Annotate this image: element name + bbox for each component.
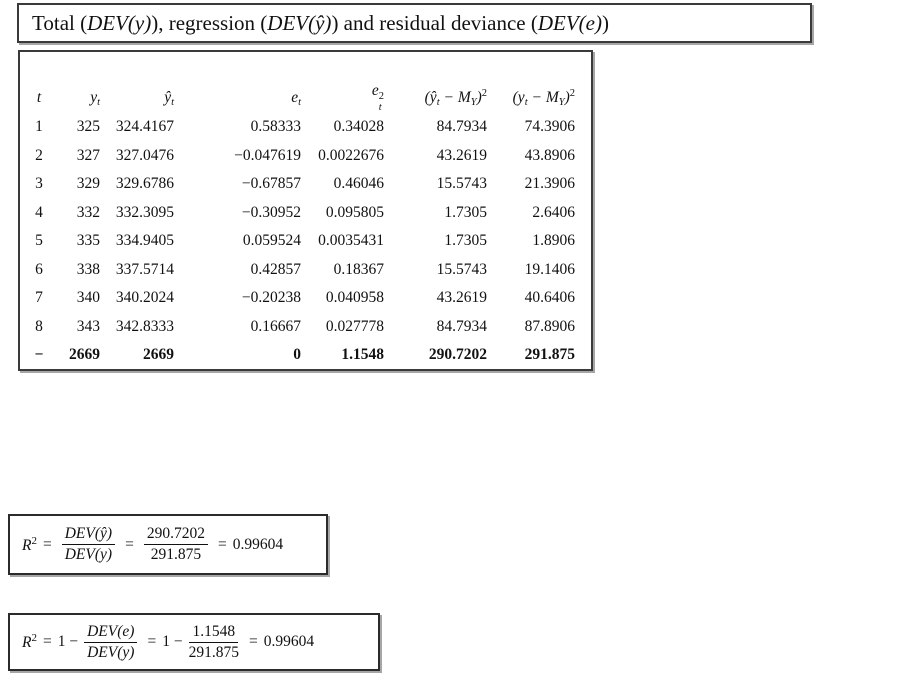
fraction-numerator: DEV(ŷ) — [62, 525, 115, 545]
equals-sign: = — [217, 535, 227, 553]
table-cell: −0.047619 — [234, 146, 301, 164]
table-cell: 21.3906 — [524, 175, 575, 193]
col-header-et: $e_t$ — [291, 88, 301, 108]
r2-result-value: 0.99604 — [232, 535, 284, 553]
table-cell: 43.8906 — [524, 146, 575, 164]
title-part: Total ( — [32, 10, 88, 35]
col-header-y-minus-mean-squared: $(y_t - M_Y)^2$ — [512, 87, 575, 108]
table-cell: 343 — [76, 317, 100, 335]
table-cell: 340.2024 — [115, 289, 174, 307]
table-body — [24, 113, 575, 370]
table-cell: 327 — [76, 146, 100, 164]
title-part: ) — [601, 10, 609, 35]
table-cell: 334.9405 — [115, 232, 174, 250]
r2-regression-formula-box — [8, 514, 328, 575]
table-cell: 324.4167 — [115, 118, 174, 136]
deviance-table — [24, 82, 575, 370]
table-row — [24, 113, 575, 142]
table-cell: 0.46046 — [333, 175, 384, 193]
table-cell: 19.1406 — [524, 260, 575, 278]
table-cell: 0.34028 — [333, 118, 384, 136]
numeric-ratio-fraction — [189, 623, 239, 662]
total-cell: 2669 — [69, 346, 100, 364]
table-cell: 43.2619 — [436, 146, 487, 164]
table-row — [24, 256, 575, 285]
table-cell: 0.040958 — [325, 289, 384, 307]
table-row — [24, 142, 575, 171]
table-cell: 15.5743 — [436, 260, 487, 278]
table-cell: 0.027778 — [325, 317, 384, 335]
table-row — [24, 313, 575, 342]
fraction-denominator: DEV(y) — [87, 643, 135, 661]
title-part: ) and residual deviance ( — [331, 10, 538, 35]
table-cell: 8 — [35, 317, 43, 335]
table-row — [24, 227, 575, 256]
title-box — [17, 3, 812, 43]
table-cell: 340 — [76, 289, 100, 307]
dev-ratio-fraction — [84, 623, 137, 662]
equals-sign: = — [42, 535, 52, 553]
table-cell: 0.0035431 — [318, 232, 384, 250]
title-dev-yhat: DEV(ŷ) — [267, 10, 332, 35]
table-row — [24, 284, 575, 313]
fraction-numerator: 290.7202 — [144, 525, 208, 545]
table-cell: 332 — [76, 203, 100, 221]
one-minus-term: 1 − — [57, 633, 79, 650]
table-cell: 1.8906 — [532, 232, 575, 250]
table-cell: 0.16667 — [250, 317, 301, 335]
title-text — [32, 11, 609, 36]
table-cell: 2.6406 — [532, 203, 575, 221]
table-cell: 1.7305 — [444, 232, 487, 250]
table-cell: 325 — [76, 118, 100, 136]
table-cell: 329 — [76, 175, 100, 193]
total-cell: 2669 — [143, 346, 174, 364]
table-cell: 7 — [35, 289, 43, 307]
one-minus-term: 1 − — [162, 633, 183, 650]
col-header-yhat-minus-mean-squared: $(ŷ_t - M_Y)^2$ — [424, 87, 487, 108]
table-cell: 1.7305 — [444, 203, 487, 221]
dev-ratio-fraction — [62, 525, 115, 564]
table-cell: 40.6406 — [524, 289, 575, 307]
table-cell: 327.0476 — [115, 146, 174, 164]
equals-sign: = — [42, 633, 52, 650]
total-cell: − — [34, 346, 44, 364]
table-cell: −0.20238 — [241, 289, 301, 307]
fraction-denominator: DEV(y) — [64, 546, 113, 563]
fraction-denominator: 291.875 — [188, 643, 239, 661]
fraction-denominator: 291.875 — [150, 546, 202, 563]
table-cell: 0.0022676 — [318, 146, 384, 164]
table-row — [24, 170, 575, 199]
col-header-t: t — [36, 88, 42, 106]
table-cell: 0.095805 — [325, 203, 384, 221]
table-total-row — [24, 341, 575, 370]
col-header-yhat-t: $ŷ_t$ — [164, 88, 174, 108]
table-cell: 5 — [35, 232, 43, 250]
table-cell: 337.5714 — [115, 260, 174, 278]
equals-sign: = — [147, 633, 157, 650]
fraction-numerator: DEV(e) — [84, 623, 137, 643]
table-cell: 0.58333 — [250, 118, 301, 136]
table-cell: 335 — [76, 232, 100, 250]
deviance-table-box — [18, 50, 593, 371]
table-cell: 84.7934 — [436, 118, 487, 136]
table-cell: 6 — [35, 260, 43, 278]
total-cell: 290.7202 — [428, 346, 487, 364]
table-row — [24, 199, 575, 228]
table-cell: 3 — [35, 175, 43, 193]
table-cell: 329.6786 — [115, 175, 174, 193]
fraction-numerator: 1.1548 — [189, 623, 238, 643]
table-cell: 0.059524 — [242, 232, 301, 250]
table-cell: 342.8333 — [115, 317, 174, 335]
total-cell: 0 — [293, 346, 301, 364]
col-header-et-squared: e 2 t — [371, 82, 384, 114]
table-header-row — [24, 82, 575, 113]
table-cell: 43.2619 — [436, 289, 487, 307]
table-cell: 4 — [35, 203, 43, 221]
equals-sign: = — [248, 633, 258, 650]
table-cell: −0.30952 — [241, 203, 301, 221]
table-cell: 1 — [35, 118, 43, 136]
total-cell: 1.1548 — [341, 346, 384, 364]
r2-residual-formula-box — [8, 613, 380, 671]
total-cell: 291.875 — [524, 346, 575, 364]
col-header-yt: $y_t$ — [90, 88, 100, 108]
equals-sign: = — [125, 535, 134, 553]
r-squared-symbol: $R^2$ — [22, 632, 37, 651]
table-cell: 87.8906 — [524, 317, 575, 335]
r2-result-value: 0.99604 — [263, 633, 315, 650]
table-cell: 0.42857 — [250, 260, 301, 278]
table-cell: 0.18367 — [333, 260, 384, 278]
table-cell: 74.3906 — [524, 118, 575, 136]
table-cell: 332.3095 — [115, 203, 174, 221]
numeric-ratio-fraction — [144, 525, 208, 564]
table-cell: −0.67857 — [241, 175, 301, 193]
title-dev-y: DEV(y) — [87, 10, 152, 35]
table-cell: 2 — [35, 146, 43, 164]
title-part: ), regression ( — [151, 10, 268, 35]
table-cell: 84.7934 — [436, 317, 487, 335]
table-cell: 15.5743 — [436, 175, 487, 193]
r-squared-symbol: $R^2$ — [22, 534, 37, 554]
table-cell: 338 — [76, 260, 100, 278]
title-dev-e: DEV(e) — [537, 10, 602, 35]
